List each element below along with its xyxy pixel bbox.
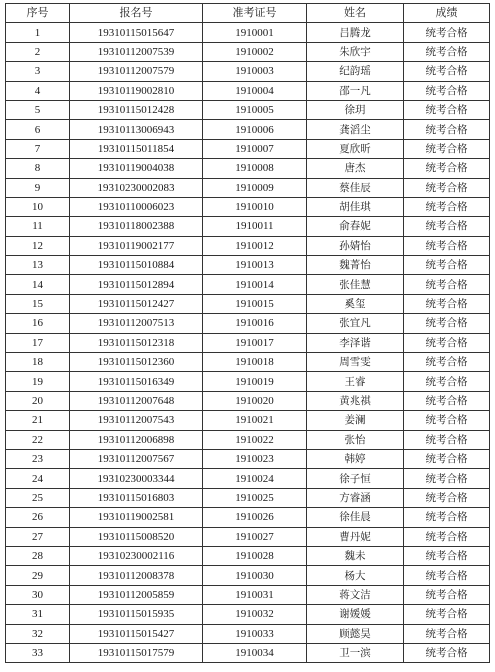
- admission-ticket-number-cell: 1910009: [203, 178, 307, 197]
- result-cell: 统考合格: [404, 139, 490, 158]
- admission-ticket-number-cell: 1910011: [203, 217, 307, 236]
- admission-ticket-number-cell: 1910024: [203, 469, 307, 488]
- registration-number-cell: 19310112007579: [70, 62, 203, 81]
- serial-number-cell: 31: [6, 605, 70, 624]
- name-cell: 谢媛媛: [307, 605, 404, 624]
- name-cell: 张宜凡: [307, 314, 404, 333]
- name-cell: 张怡: [307, 430, 404, 449]
- admission-ticket-number-cell: 1910014: [203, 275, 307, 294]
- result-cell: 统考合格: [404, 430, 490, 449]
- name-cell: 龚滔尘: [307, 120, 404, 139]
- name-cell: 邵一凡: [307, 81, 404, 100]
- serial-number-cell: 11: [6, 217, 70, 236]
- serial-number-cell: 22: [6, 430, 70, 449]
- name-cell: 唐杰: [307, 159, 404, 178]
- registration-number-cell: 19310230002083: [70, 178, 203, 197]
- table-row: [6, 42, 490, 61]
- serial-number-cell: 18: [6, 353, 70, 372]
- result-cell: 统考合格: [404, 643, 490, 662]
- admission-ticket-number-cell: 1910017: [203, 333, 307, 352]
- table-row: [6, 100, 490, 119]
- registration-number-cell: 19310119002581: [70, 508, 203, 527]
- admission-ticket-number-cell: 1910010: [203, 197, 307, 216]
- table-row: [6, 527, 490, 546]
- admission-ticket-number-cell: 1910019: [203, 372, 307, 391]
- registration-number-cell: 19310115008520: [70, 527, 203, 546]
- admission-ticket-number-cell: 1910004: [203, 81, 307, 100]
- result-cell: 统考合格: [404, 527, 490, 546]
- table-row: [6, 256, 490, 275]
- registration-number-cell: 19310112007543: [70, 411, 203, 430]
- name-cell: 夏欣昕: [307, 139, 404, 158]
- name-cell: 徐佳晨: [307, 508, 404, 527]
- table-row: [6, 391, 490, 410]
- admission-ticket-number-cell: 1910026: [203, 508, 307, 527]
- table-row: [6, 275, 490, 294]
- admission-ticket-number-cell: 1910034: [203, 643, 307, 662]
- table-row: [6, 449, 490, 468]
- registration-number-cell: 19310112007648: [70, 391, 203, 410]
- serial-number-cell: 20: [6, 391, 70, 410]
- result-cell: 统考合格: [404, 275, 490, 294]
- table-row: [6, 508, 490, 527]
- table-row: [6, 488, 490, 507]
- table-header-row: [6, 4, 490, 23]
- result-cell: 统考合格: [404, 469, 490, 488]
- name-cell: 曹丹妮: [307, 527, 404, 546]
- table-row: [6, 333, 490, 352]
- registration-number-cell: 19310115016349: [70, 372, 203, 391]
- serial-number-cell: 24: [6, 469, 70, 488]
- result-cell: 统考合格: [404, 100, 490, 119]
- serial-number-cell: 1: [6, 23, 70, 42]
- registration-number-cell: 19310115012318: [70, 333, 203, 352]
- table-row: [6, 159, 490, 178]
- serial-number-cell: 23: [6, 449, 70, 468]
- admission-ticket-number-cell: 1910030: [203, 566, 307, 585]
- name-cell: 魏菁怡: [307, 256, 404, 275]
- registration-number-cell: 19310112008378: [70, 566, 203, 585]
- registration-number-cell: 19310115012894: [70, 275, 203, 294]
- admission-ticket-number-cell: 1910005: [203, 100, 307, 119]
- admission-ticket-number-cell: 1910008: [203, 159, 307, 178]
- admission-ticket-number-cell: 1910021: [203, 411, 307, 430]
- serial-number-cell: 16: [6, 314, 70, 333]
- serial-number-cell: 28: [6, 546, 70, 565]
- header-serial-number: 序号: [6, 4, 70, 23]
- registration-number-cell: 19310112007567: [70, 449, 203, 468]
- admission-ticket-number-cell: 1910007: [203, 139, 307, 158]
- serial-number-cell: 10: [6, 197, 70, 216]
- admission-ticket-number-cell: 1910031: [203, 585, 307, 604]
- admission-ticket-number-cell: 1910006: [203, 120, 307, 139]
- table-row: [6, 62, 490, 81]
- registration-number-cell: 19310115016803: [70, 488, 203, 507]
- registration-number-cell: 19310119002177: [70, 236, 203, 255]
- name-cell: 徐子恒: [307, 469, 404, 488]
- table-row: [6, 566, 490, 585]
- table-row: [6, 294, 490, 313]
- admission-ticket-number-cell: 1910013: [203, 256, 307, 275]
- table-row: [6, 197, 490, 216]
- admission-ticket-number-cell: 1910002: [203, 42, 307, 61]
- result-cell: 统考合格: [404, 411, 490, 430]
- serial-number-cell: 3: [6, 62, 70, 81]
- table-row: [6, 585, 490, 604]
- serial-number-cell: 26: [6, 508, 70, 527]
- registration-number-cell: 19310110006023: [70, 197, 203, 216]
- name-cell: 蒋文洁: [307, 585, 404, 604]
- admission-ticket-number-cell: 1910033: [203, 624, 307, 643]
- name-cell: 卫一滨: [307, 643, 404, 662]
- table-row: [6, 81, 490, 100]
- admission-ticket-number-cell: 1910016: [203, 314, 307, 333]
- result-cell: 统考合格: [404, 508, 490, 527]
- result-cell: 统考合格: [404, 314, 490, 333]
- result-cell: 统考合格: [404, 449, 490, 468]
- serial-number-cell: 17: [6, 333, 70, 352]
- result-cell: 统考合格: [404, 294, 490, 313]
- registration-number-cell: 19310112007539: [70, 42, 203, 61]
- result-cell: 统考合格: [404, 178, 490, 197]
- registration-number-cell: 19310115012428: [70, 100, 203, 119]
- serial-number-cell: 6: [6, 120, 70, 139]
- registration-number-cell: 19310119004038: [70, 159, 203, 178]
- name-cell: 纪韵瑶: [307, 62, 404, 81]
- table-row: [6, 624, 490, 643]
- registration-number-cell: 19310115011854: [70, 139, 203, 158]
- serial-number-cell: 32: [6, 624, 70, 643]
- table-row: [6, 605, 490, 624]
- serial-number-cell: 19: [6, 372, 70, 391]
- serial-number-cell: 8: [6, 159, 70, 178]
- admission-ticket-number-cell: 1910027: [203, 527, 307, 546]
- result-cell: 统考合格: [404, 488, 490, 507]
- result-cell: 统考合格: [404, 391, 490, 410]
- header-registration-number: 报名号: [70, 4, 203, 23]
- table-row: [6, 217, 490, 236]
- registration-number-cell: 19310115012427: [70, 294, 203, 313]
- name-cell: 周雪雯: [307, 353, 404, 372]
- result-cell: 统考合格: [404, 159, 490, 178]
- admission-ticket-number-cell: 1910028: [203, 546, 307, 565]
- result-cell: 统考合格: [404, 42, 490, 61]
- table-row: [6, 430, 490, 449]
- admission-ticket-number-cell: 1910018: [203, 353, 307, 372]
- name-cell: 王睿: [307, 372, 404, 391]
- registration-number-cell: 19310118002388: [70, 217, 203, 236]
- table-row: [6, 411, 490, 430]
- admission-ticket-number-cell: 1910022: [203, 430, 307, 449]
- result-cell: 统考合格: [404, 566, 490, 585]
- result-cell: 统考合格: [404, 605, 490, 624]
- registration-number-cell: 19310115015935: [70, 605, 203, 624]
- result-cell: 统考合格: [404, 81, 490, 100]
- table-row: [6, 23, 490, 42]
- table-row: [6, 372, 490, 391]
- admission-ticket-number-cell: 1910023: [203, 449, 307, 468]
- registration-number-cell: 19310119002810: [70, 81, 203, 100]
- name-cell: 胡佳琪: [307, 197, 404, 216]
- result-cell: 统考合格: [404, 23, 490, 42]
- result-cell: 统考合格: [404, 217, 490, 236]
- result-cell: 统考合格: [404, 333, 490, 352]
- table-row: [6, 236, 490, 255]
- header-result: 成绩: [404, 4, 490, 23]
- admission-ticket-number-cell: 1910020: [203, 391, 307, 410]
- serial-number-cell: 5: [6, 100, 70, 119]
- registration-number-cell: 19310115017579: [70, 643, 203, 662]
- admission-ticket-number-cell: 1910015: [203, 294, 307, 313]
- serial-number-cell: 2: [6, 42, 70, 61]
- result-cell: 统考合格: [404, 585, 490, 604]
- serial-number-cell: 25: [6, 488, 70, 507]
- registration-number-cell: 19310115015647: [70, 23, 203, 42]
- name-cell: 张佳慧: [307, 275, 404, 294]
- name-cell: 奚玺: [307, 294, 404, 313]
- table-row: [6, 546, 490, 565]
- result-cell: 统考合格: [404, 624, 490, 643]
- name-cell: 朱欣宇: [307, 42, 404, 61]
- registration-number-cell: 19310115012360: [70, 353, 203, 372]
- header-name: 姓名: [307, 4, 404, 23]
- name-cell: 韩婷: [307, 449, 404, 468]
- serial-number-cell: 4: [6, 81, 70, 100]
- table-row: [6, 353, 490, 372]
- name-cell: 黄兆祺: [307, 391, 404, 410]
- name-cell: 蔡佳辰: [307, 178, 404, 197]
- result-cell: 统考合格: [404, 372, 490, 391]
- registration-number-cell: 19310230003344: [70, 469, 203, 488]
- admission-ticket-number-cell: 1910001: [203, 23, 307, 42]
- table-body: [6, 23, 490, 663]
- result-cell: 统考合格: [404, 546, 490, 565]
- serial-number-cell: 9: [6, 178, 70, 197]
- registration-number-cell: 19310112005859: [70, 585, 203, 604]
- serial-number-cell: 33: [6, 643, 70, 662]
- name-cell: 顾懿昊: [307, 624, 404, 643]
- admission-ticket-number-cell: 1910012: [203, 236, 307, 255]
- result-cell: 统考合格: [404, 353, 490, 372]
- table-row: [6, 643, 490, 662]
- admission-ticket-number-cell: 1910032: [203, 605, 307, 624]
- registration-number-cell: 19310230002116: [70, 546, 203, 565]
- name-cell: 方睿涵: [307, 488, 404, 507]
- serial-number-cell: 29: [6, 566, 70, 585]
- registration-number-cell: 19310112006898: [70, 430, 203, 449]
- table-row: [6, 178, 490, 197]
- table-row: [6, 469, 490, 488]
- table-row: [6, 139, 490, 158]
- serial-number-cell: 30: [6, 585, 70, 604]
- registration-number-cell: 19310113006943: [70, 120, 203, 139]
- name-cell: 孙婧怡: [307, 236, 404, 255]
- registration-number-cell: 19310112007513: [70, 314, 203, 333]
- name-cell: 姜澜: [307, 411, 404, 430]
- results-table: [5, 3, 490, 663]
- name-cell: 徐玥: [307, 100, 404, 119]
- admission-ticket-number-cell: 1910003: [203, 62, 307, 81]
- serial-number-cell: 12: [6, 236, 70, 255]
- serial-number-cell: 14: [6, 275, 70, 294]
- name-cell: 魏未: [307, 546, 404, 565]
- result-cell: 统考合格: [404, 62, 490, 81]
- table-row: [6, 314, 490, 333]
- result-cell: 统考合格: [404, 256, 490, 275]
- serial-number-cell: 27: [6, 527, 70, 546]
- table-row: [6, 120, 490, 139]
- result-cell: 统考合格: [404, 236, 490, 255]
- registration-number-cell: 19310115010884: [70, 256, 203, 275]
- name-cell: 俞春妮: [307, 217, 404, 236]
- result-cell: 统考合格: [404, 197, 490, 216]
- name-cell: 李泽谐: [307, 333, 404, 352]
- serial-number-cell: 13: [6, 256, 70, 275]
- admission-ticket-number-cell: 1910025: [203, 488, 307, 507]
- serial-number-cell: 21: [6, 411, 70, 430]
- name-cell: 吕腾龙: [307, 23, 404, 42]
- serial-number-cell: 15: [6, 294, 70, 313]
- result-cell: 统考合格: [404, 120, 490, 139]
- name-cell: 杨大: [307, 566, 404, 585]
- header-admission-ticket-number: 准考证号: [203, 4, 307, 23]
- serial-number-cell: 7: [6, 139, 70, 158]
- registration-number-cell: 19310115015427: [70, 624, 203, 643]
